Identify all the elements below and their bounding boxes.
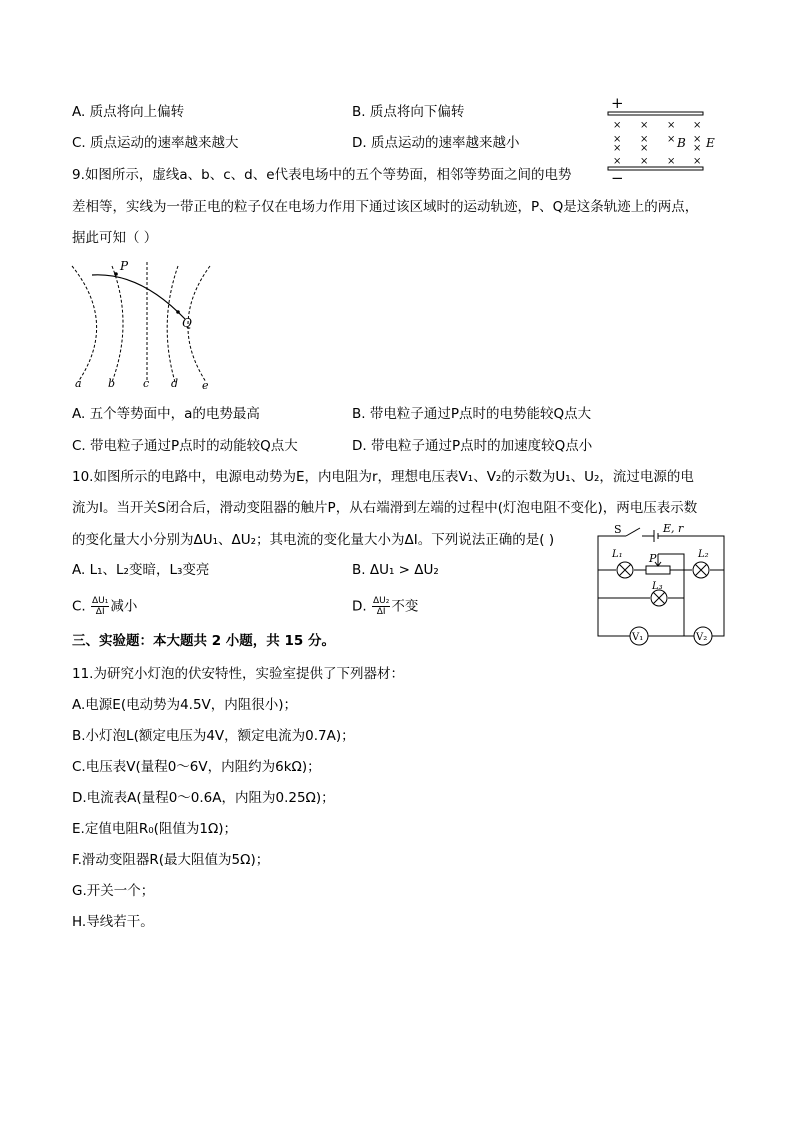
source-label: E, r xyxy=(663,522,684,535)
label-b: b xyxy=(108,377,116,390)
q8-field-figure xyxy=(600,92,730,184)
section-heading-3: 三、实验题：本大题共 2 小题，共 15 分。 xyxy=(72,633,335,649)
q8-option-b: B. 质点将向下偏转 xyxy=(352,104,465,120)
svg-text:×: × xyxy=(693,156,702,167)
q9-line-3: 据此可知（ ） xyxy=(72,230,158,246)
svg-text:×: × xyxy=(613,143,622,154)
q10-option-d: D. $\frac{\text{ΔU₂}}{\Delta I}$ 不变 xyxy=(352,596,419,617)
fraction-du2-di: $\frac{\text{ΔU₂}}{\Delta I}$ xyxy=(372,596,390,617)
svg-text:×: × xyxy=(667,156,676,167)
surface-d xyxy=(167,266,178,382)
l2-label: L₂ xyxy=(698,549,709,560)
q8-option-a: A. 质点将向上偏转 xyxy=(72,104,185,120)
svg-text:×: × xyxy=(613,134,622,145)
q9-option-c: C. 带电粒子通过P点时的动能较Q点大 xyxy=(72,438,298,454)
label-a: a xyxy=(75,377,82,390)
particle-trajectory xyxy=(92,275,185,319)
svg-text:×: × xyxy=(640,143,649,154)
q11-item-h: H.导线若干。 xyxy=(72,914,154,930)
q10-circuit-figure xyxy=(592,520,732,648)
lamp-l3 xyxy=(651,590,667,606)
svg-text:×: × xyxy=(613,120,622,131)
top-plate xyxy=(608,112,703,115)
q9-option-b: B. 带电粒子通过P点时的电势能较Q点大 xyxy=(352,406,592,422)
q10-option-a: A. L₁、L₂变暗，L₃变亮 xyxy=(72,562,210,578)
q11-item-g: G.开关一个； xyxy=(72,883,155,899)
svg-text:×: × xyxy=(693,143,702,154)
p-label: P xyxy=(649,552,657,565)
l1-label: L₁ xyxy=(612,549,623,560)
q9-line-1: 9.如图所示，虚线a、b、c、d、e代表电场中的五个等势面，相邻等势面之间的电势 xyxy=(72,167,572,183)
q10-line-3: 的变化量大小分别为ΔU₁、ΔU₂；其电流的变化量大小为ΔI。下列说法正确的是( ) xyxy=(72,532,555,548)
q10-option-c: C. $\frac{\text{ΔU₁}}{\Delta I}$ 减小 xyxy=(72,596,138,617)
fraction-du1-di: $\frac{\text{ΔU₁}}{\Delta I}$ xyxy=(92,596,109,617)
surface-b xyxy=(112,266,123,382)
v1-label: V₁ xyxy=(632,632,644,643)
point-q-label: Q xyxy=(182,316,192,330)
q10-line-1: 10.如图所示的电路中，电源电动势为E，内电阻为r，理想电压表V₁、V₂的示数为U₁、U₂，流过电源的电 xyxy=(72,469,694,485)
q9-equipotential-figure xyxy=(70,258,220,390)
q11-item-c: C.电压表V(量程0～6V，内阻约为6kΩ)； xyxy=(72,759,321,775)
label-c: c xyxy=(143,377,150,390)
q10-line-2: 流为I。当开关S闭合后，滑动变阻器的触片P，从右端滑到左端的过程中(灯泡电阻不变化)，两电压表示数 xyxy=(72,500,698,516)
q11-item-a: A.电源E(电动势为4.5V，内阻很小)； xyxy=(72,697,298,713)
q11-item-f: F.滑动变阻器R(最大阻值为5Ω)； xyxy=(72,852,270,868)
l3-label: L₃ xyxy=(652,581,663,592)
b-field-label: B xyxy=(677,136,686,150)
q9-option-d: D. 带电粒子通过P点时的加速度较Q点小 xyxy=(352,438,593,454)
q10-option-b: B. ΔU₁ > ΔU₂ xyxy=(352,562,439,578)
svg-text:×: × xyxy=(693,134,702,145)
lamp-l1 xyxy=(617,562,633,578)
svg-text:×: × xyxy=(667,134,676,145)
e-field-label: E xyxy=(706,136,715,150)
svg-text:×: × xyxy=(693,120,702,131)
svg-text:×: × xyxy=(667,120,676,131)
surface-a xyxy=(72,266,97,382)
point-p-label: P xyxy=(120,259,129,273)
label-d: d xyxy=(171,377,179,390)
svg-text:×: × xyxy=(640,134,649,145)
q8-option-c: C. 质点运动的速率越来越大 xyxy=(72,135,239,151)
q9-line-2: 差相等，实线为一带正电的粒子仅在电场力作用下通过该区域时的运动轨迹，P、Q是这条轨迹上的两点， xyxy=(72,199,699,215)
lamp-l2 xyxy=(693,562,709,578)
q11-intro: 11.为研究小灯泡的伏安特性，实验室提供了下列器材： xyxy=(72,666,404,682)
switch-label: S xyxy=(614,523,622,536)
q11-item-b: B.小灯泡L(额定电压为4V，额定电流为0.7A)； xyxy=(72,728,355,744)
q9-option-a: A. 五个等势面中，a的电势最高 xyxy=(72,406,260,422)
plus-sign: + xyxy=(611,94,624,112)
cross-marks xyxy=(613,120,701,167)
q11-item-d: D.电流表A(量程0～0.6A，内阻为0.25Ω)； xyxy=(72,790,335,806)
q11-item-e: E.定值电阻R₀(阻值为1Ω)； xyxy=(72,821,238,837)
q8-option-d: D. 质点运动的速率越来越小 xyxy=(352,135,520,151)
label-e: e xyxy=(202,379,209,390)
minus-sign: − xyxy=(611,169,624,184)
v2-label: V₂ xyxy=(696,632,708,643)
svg-text:×: × xyxy=(640,156,649,167)
svg-text:×: × xyxy=(640,120,649,131)
svg-text:×: × xyxy=(613,156,622,167)
